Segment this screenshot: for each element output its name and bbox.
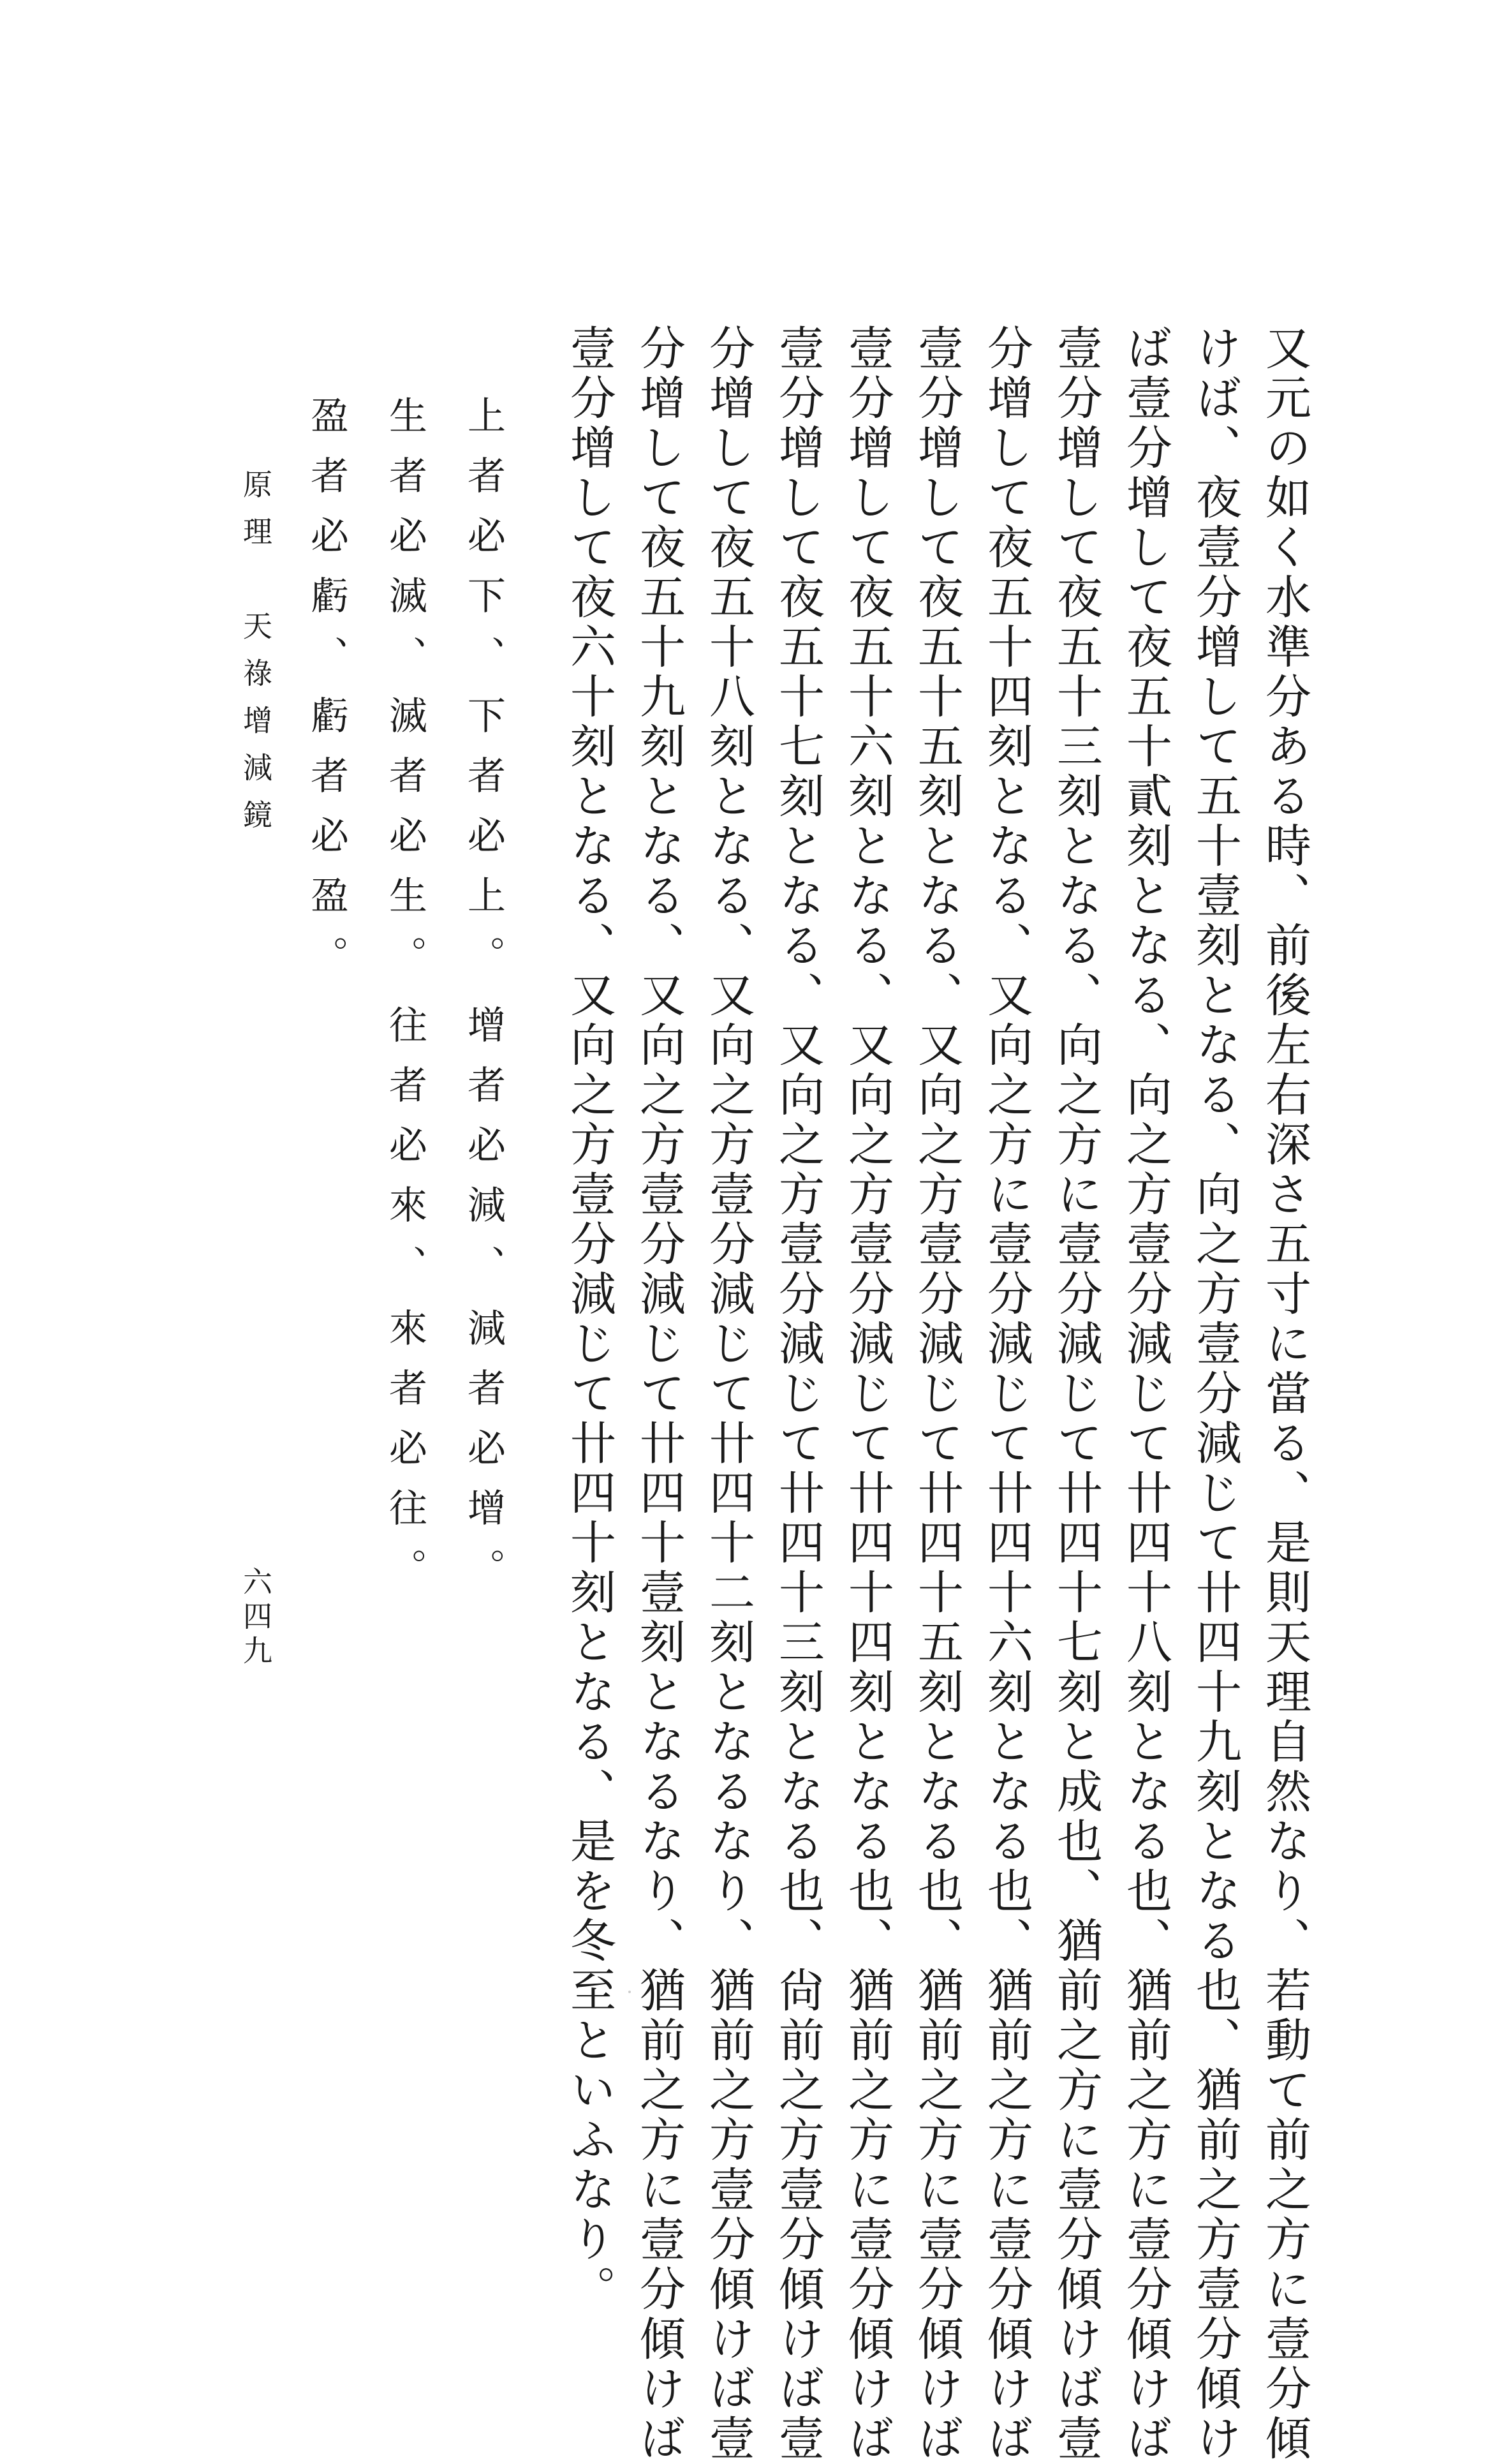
body-line: ば壹分增して夜五十貳刻となる、向之方壹分減じて卄四十八刻となる也、猶前之方に壹分傾けば xyxy=(1119,324,1172,2464)
verse-phrase: 往者必來、 xyxy=(383,1005,427,1305)
verse-phrase: 增者必減、 xyxy=(461,1005,506,1305)
body-line: 壹分增して夜五十六刻となる、又向之方壹分減じて卄四十四刻となる也、猶前之方に壹分傾けば xyxy=(841,324,894,2464)
body-line: 壹分增して夜六十刻となる、又向之方壹分減じて卄四十刻となる、是を冬至といふなり。 xyxy=(563,324,616,2315)
body-line: 壹分增して夜五十三刻となる、向之方に壹分減じて卄四十七刻と成也、猶前之方に壹分傾けば壹 xyxy=(1049,324,1103,2464)
page-number: 六四九 xyxy=(239,1566,273,1670)
verse-phrase: 虧者必盈。 xyxy=(304,695,349,995)
body-line: 分增して夜五十八刻となる、又向之方壹分減じて卄四十二刻となるなり、猶前之方壹分傾けば壹 xyxy=(702,324,755,2464)
verse-phrase: 下者必上。 xyxy=(461,695,506,995)
body-line: けば、夜壹分增して五十壹刻となる、向之方壹分減じて卄四十九刻となる也、猶前之方壹分傾け xyxy=(1188,324,1242,2464)
body-line: 壹分增して夜五十七刻となる、又向之方壹分減じて卄四十三刻となる也、尙前之方壹分傾けば壹 xyxy=(771,324,825,2464)
verse-phrase: 上者必下、 xyxy=(461,396,506,695)
body-line: 壹分增して夜五十五刻となる、又向之方壹分減じて卄四十五刻となる也、猶前之方に壹分傾けば xyxy=(910,324,964,2464)
verse-phrase: 生者必滅、 xyxy=(383,396,427,695)
verse-phrase: 滅者必生。 xyxy=(383,695,427,995)
verse-phrase: 減者必增。 xyxy=(461,1308,506,1608)
body-line: 分增して夜五十九刻となる、又向之方壹分減じて卄四十壹刻となるなり、猶前之方に壹分傾けば xyxy=(632,324,686,2464)
verse-phrase: 盈者必虧、 xyxy=(304,396,349,695)
verse-phrase: 來者必往。 xyxy=(383,1308,427,1608)
running-header: 原理 天祿增減鏡 xyxy=(239,469,273,847)
body-line: 分增して夜五十四刻となる、又向之方に壹分減じて卄四十六刻となる也、猶前之方に壹分傾けば xyxy=(980,324,1033,2464)
scan-speck xyxy=(628,1991,631,1993)
body-line: 又元の如く水準分ある時、前後左右深さ五寸に當る、是則天理自然なり、若動て前之方に壹分傾 xyxy=(1258,324,1311,2464)
